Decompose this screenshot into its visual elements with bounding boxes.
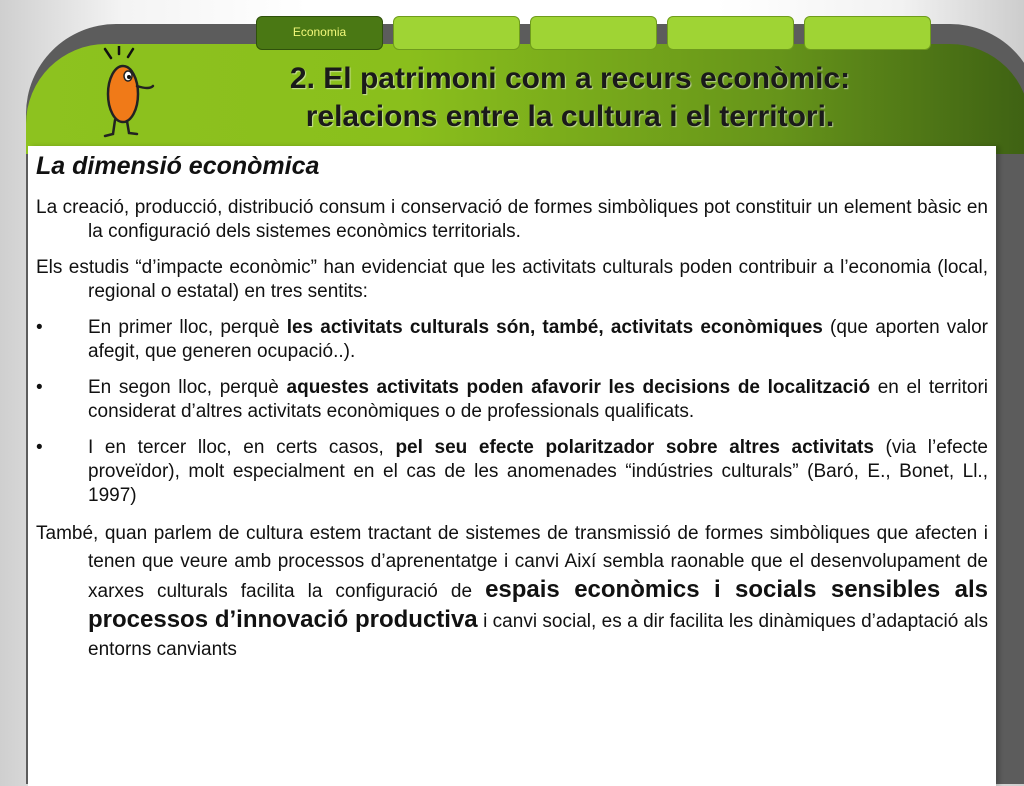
bullet-dot: • — [36, 317, 43, 338]
tab-3[interactable] — [530, 16, 657, 50]
bullet-2-emphasis: aquestes activitats poden afavorir les decisions de localització — [286, 377, 871, 398]
bullet-item-2 — [36, 376, 988, 424]
bullet-3-rest: (via l’efecte proveïdor), molt especialment en el cas de les anomenades “indústries culturals” (Baró, E., Bonet, Ll., 1997) — [88, 437, 988, 506]
paragraph-2: Els estudis “d’impacte econòmic” han evidenciat que les activitats culturals poden contribuir a l’economia (local, regional o estatal) en tres sentits: — [36, 257, 988, 302]
bullet-1-emphasis: les activitats culturals són, també, activitats econòmiques — [286, 317, 823, 338]
bullet-3-text: I en tercer lloc, en certs casos, — [88, 437, 396, 458]
title-line-1: 2. El patrimoni com a recurs econòmic: — [289, 62, 851, 95]
tab-economia-label: Economia — [292, 25, 347, 39]
bullet-1-rest: (que aporten valor afegit, que generen ocupació..). — [88, 317, 988, 362]
paragraph-3 — [36, 520, 988, 664]
bullet-2-rest: en el territori considerat d’altres activitats econòmiques o de professionals qualificats. — [88, 377, 989, 422]
orange-character-icon — [101, 46, 157, 138]
paragraph-3-text: També, quan parlem de cultura estem tractant de sistemes de transmissió de formes simbòliques que afecten i tenen que veure amb processos d’aprenentatge i canvi Així sembla raonable que el desenvolupament de xarxes culturals facilita la configuració de — [36, 523, 988, 602]
bullet-2-text: En segon lloc, perquè — [88, 377, 287, 398]
slide-body — [36, 196, 988, 676]
bullet-1-text: En primer lloc, perquè — [88, 317, 287, 338]
paragraph-3-emphasis: espais econòmics i socials sensibles als processos d’innovació productiva — [88, 576, 989, 633]
tab-5[interactable] — [804, 16, 931, 50]
paragraph-1: La creació, producció, distribució consum i conservació de formes simbòliques pot constituir un element bàsic en la configuració dels sistemes econòmics territorials. — [36, 197, 988, 242]
page-title — [150, 60, 990, 136]
paragraph-3-rest: i canvi social, es a dir facilita les dinàmiques d’adaptació als entorns canviants — [88, 611, 988, 660]
section-heading: La dimensió econòmica — [36, 152, 320, 180]
tab-2[interactable] — [393, 16, 520, 50]
bullet-dot: • — [36, 377, 43, 398]
tab-4[interactable] — [667, 16, 794, 50]
bullet-item-3 — [36, 436, 988, 508]
bullet-item-1 — [36, 316, 988, 364]
bullet-dot: • — [36, 437, 43, 458]
title-line-2: relacions entre la cultura i el territori. — [305, 100, 835, 133]
bullet-3-emphasis: pel seu efecte polaritzador sobre altres activitats — [395, 437, 874, 458]
tab-economia[interactable] — [256, 16, 383, 50]
